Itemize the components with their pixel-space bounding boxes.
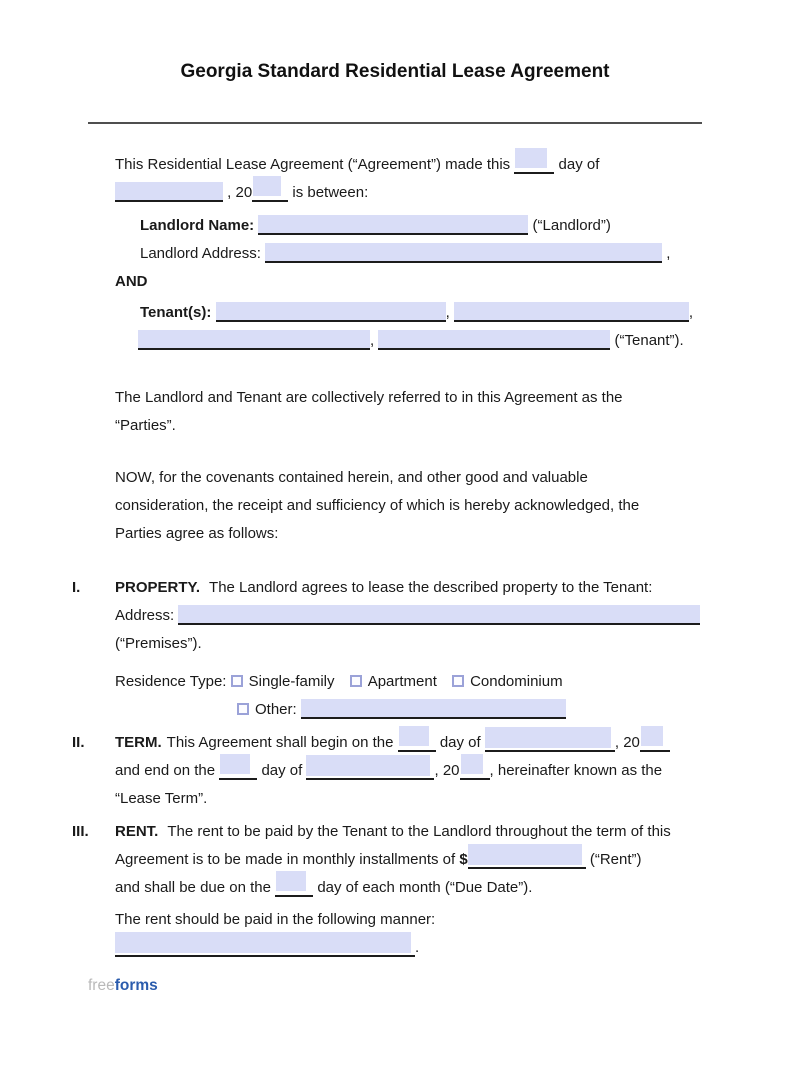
intro-text-made: This Residential Lease Agreement (“Agreement”) made this <box>115 156 511 173</box>
end-month-field[interactable] <box>306 760 434 780</box>
rent-heading: RENT. <box>115 823 159 840</box>
section-property <box>72 574 710 724</box>
tenants-label: Tenant(s): <box>140 304 212 321</box>
premises-address-field[interactable] <box>178 605 700 625</box>
parties-text-2: “Parties”. <box>115 417 176 434</box>
tenant-1-field[interactable] <box>216 302 446 322</box>
section-rent <box>72 818 710 962</box>
intro-text-dayof: day of <box>558 156 600 173</box>
tenant-3-field[interactable] <box>138 330 370 350</box>
landlord-name-label: Landlord Name: <box>140 217 255 234</box>
and-line <box>115 268 710 296</box>
parties-paragraph <box>115 384 710 440</box>
option-apartment-label: Apartment <box>367 673 437 690</box>
intro-text-between: is between: <box>292 184 369 201</box>
divider <box>88 122 702 124</box>
rent-due-day-field[interactable] <box>275 877 313 897</box>
term-dayof-2: day of <box>261 762 303 779</box>
option-condominium-label: Condominium <box>470 673 563 690</box>
tenant-comma-1: , <box>445 304 450 321</box>
property-heading: PROPERTY. <box>115 579 201 596</box>
tenant-comma-2: , <box>688 304 694 321</box>
landlord-block <box>140 212 710 268</box>
landlord-address-comma: , <box>666 245 671 262</box>
manner-text: The rent should be paid in the following manner: <box>115 911 436 928</box>
now-text-2: consideration, the receipt and sufficiency of which is hereby acknowledged, the <box>115 497 640 514</box>
footer-brand <box>88 976 790 996</box>
brand-forms-text: forms <box>114 977 158 994</box>
rent-text-3: and shall be due on the <box>115 879 271 896</box>
dollar-sign: $ <box>459 851 468 868</box>
section-term <box>72 729 710 813</box>
tenant-comma-3: , <box>370 332 375 349</box>
landlord-address-field[interactable] <box>265 243 662 263</box>
option-single-family-label: Single-family <box>248 673 335 690</box>
other-checkbox[interactable] <box>237 703 249 715</box>
made-day-field[interactable] <box>514 154 554 174</box>
residence-other-field[interactable] <box>301 699 566 719</box>
begin-year-field[interactable] <box>640 732 670 752</box>
rent-amount-field[interactable] <box>468 849 586 869</box>
brand-free-text: free <box>88 977 115 994</box>
rent-tag: (“Rent”) <box>589 851 642 868</box>
begin-day-field[interactable] <box>398 732 436 752</box>
apartment-checkbox[interactable] <box>350 675 362 687</box>
now-text-1: NOW, for the covenants contained herein, and other good and valuable <box>115 469 588 486</box>
page-title: Georgia Standard Residential Lease Agreement <box>180 61 610 82</box>
term-begin-text: This Agreement shall begin on the <box>166 734 394 751</box>
term-dayof-1: day of <box>439 734 481 751</box>
and-label: AND <box>115 273 148 290</box>
property-numeral: I. <box>72 579 81 596</box>
tenant-tag: (“Tenant”). <box>614 332 684 349</box>
payment-manner-field[interactable] <box>115 937 415 957</box>
property-lead: The Landlord agrees to lease the described property to the Tenant: <box>209 579 653 596</box>
condominium-checkbox[interactable] <box>452 675 464 687</box>
residence-type-label: Residence Type: <box>115 673 227 690</box>
payment-manner-paragraph <box>115 906 710 962</box>
premises-tag: (“Premises”). <box>115 635 202 652</box>
intro-paragraph <box>115 151 710 207</box>
begin-month-field[interactable] <box>485 732 615 752</box>
lease-term-text: “Lease Term”. <box>115 790 208 807</box>
single-family-checkbox[interactable] <box>231 675 243 687</box>
term-end-text: and end on the <box>115 762 216 779</box>
rent-text-2: Agreement is to be made in monthly installments of <box>115 851 456 868</box>
tenant-4-field[interactable] <box>378 330 610 350</box>
rent-text-4: day of each month (“Due Date”). <box>317 879 533 896</box>
now-text-3: Parties agree as follows: <box>115 525 279 542</box>
end-day-field[interactable] <box>219 760 257 780</box>
end-year-field[interactable] <box>460 760 490 780</box>
manner-period: . <box>415 939 420 956</box>
intro-text-comma20: , 20 <box>227 184 253 201</box>
landlord-address-label: Landlord Address: <box>140 245 261 262</box>
term-numeral: II. <box>72 734 85 751</box>
property-address-label: Address: <box>115 607 175 624</box>
tenant-2-field[interactable] <box>454 302 689 322</box>
option-other-label: Other: <box>255 701 297 718</box>
term-comma20-1: , 20 <box>614 734 640 751</box>
made-year-field[interactable] <box>252 182 288 202</box>
tenant-block <box>140 299 710 355</box>
made-month-field[interactable] <box>115 182 223 202</box>
landlord-name-field[interactable] <box>258 215 528 235</box>
now-paragraph <box>115 464 710 548</box>
rent-text-1: The rent to be paid by the Tenant to the Landlord throughout the term of this <box>167 823 671 840</box>
term-hereinafter: , hereinafter known as the <box>489 762 663 779</box>
term-comma20-2: , 20 <box>434 762 460 779</box>
parties-text-1: The Landlord and Tenant are collectively referred to in this Agreement as the <box>115 389 623 406</box>
landlord-tag: (“Landlord”) <box>532 217 611 234</box>
rent-numeral: III. <box>72 823 89 840</box>
term-heading: TERM. <box>115 734 162 751</box>
